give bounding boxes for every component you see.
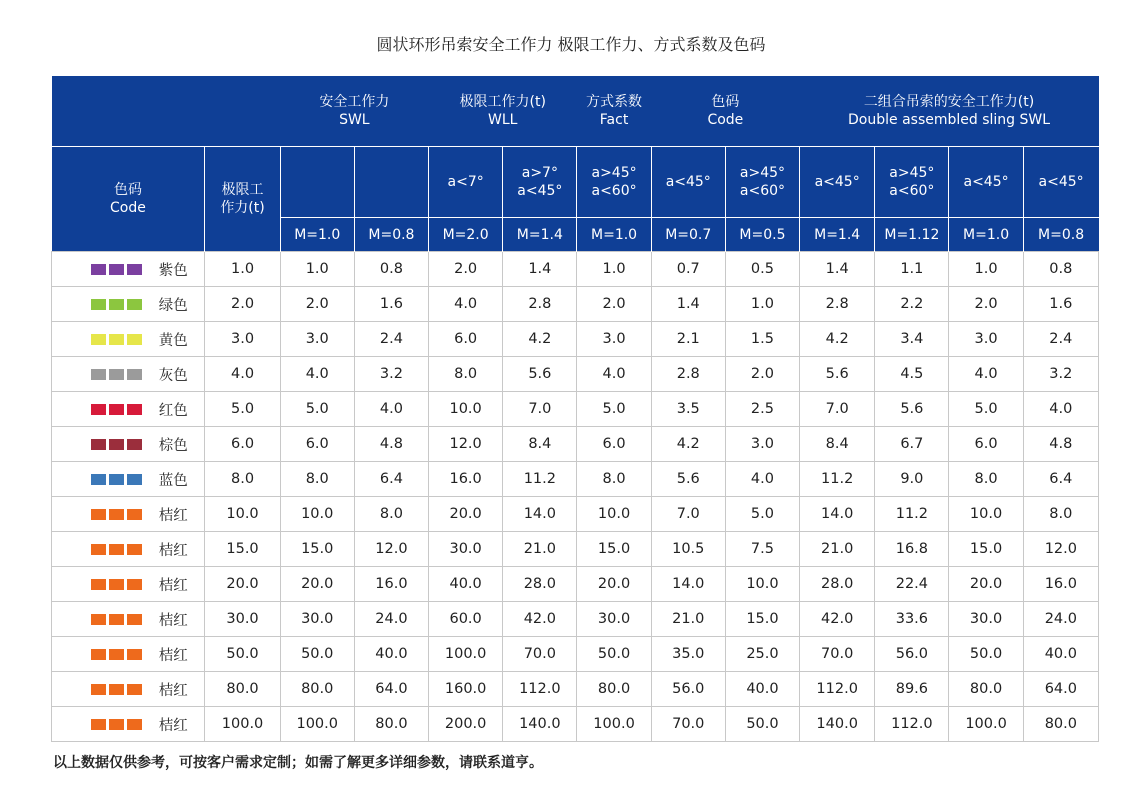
color-swatch-icon xyxy=(91,439,142,450)
value-cell: 0.8 xyxy=(1023,252,1098,287)
table-row xyxy=(52,567,1099,602)
table-row xyxy=(52,252,1099,287)
value-cell: 10.5 xyxy=(651,532,725,567)
value-cell: 89.6 xyxy=(875,672,949,707)
value-cell: 2.0 xyxy=(280,287,354,322)
value-cell: 24.0 xyxy=(354,602,428,637)
angle-cell: a>45° a<60° xyxy=(725,147,799,218)
color-code-cell xyxy=(52,497,205,532)
color-name: 绿色 xyxy=(158,297,188,314)
value-cell: 1.4 xyxy=(800,252,875,287)
value-cell: 70.0 xyxy=(800,637,875,672)
m-value-cell: M=1.12 xyxy=(875,218,949,252)
value-cell: 15.0 xyxy=(577,532,651,567)
value-cell: 7.0 xyxy=(800,392,875,427)
value-cell: 3.2 xyxy=(354,357,428,392)
color-swatch-icon xyxy=(91,474,142,485)
header-blank xyxy=(52,76,281,147)
value-cell: 9.0 xyxy=(875,462,949,497)
value-cell: 4.0 xyxy=(1023,392,1098,427)
color-swatch-icon xyxy=(91,369,142,380)
header-wll-column: 极限工 作力(t) xyxy=(205,147,280,252)
value-cell: 4.2 xyxy=(503,322,577,357)
value-cell: 2.0 xyxy=(205,287,280,322)
color-swatch-icon xyxy=(91,509,142,520)
table-body xyxy=(52,252,1099,742)
value-cell: 80.0 xyxy=(577,672,651,707)
value-cell: 11.2 xyxy=(800,462,875,497)
value-cell: 5.6 xyxy=(800,357,875,392)
value-cell: 35.0 xyxy=(651,637,725,672)
value-cell: 8.0 xyxy=(205,462,280,497)
value-cell: 20.0 xyxy=(949,567,1023,602)
value-cell: 5.0 xyxy=(205,392,280,427)
value-cell: 4.8 xyxy=(354,427,428,462)
value-cell: 6.0 xyxy=(577,427,651,462)
value-cell: 10.0 xyxy=(280,497,354,532)
table-row xyxy=(52,427,1099,462)
table-row xyxy=(52,497,1099,532)
value-cell: 4.0 xyxy=(949,357,1023,392)
value-cell: 8.0 xyxy=(949,462,1023,497)
value-cell: 40.0 xyxy=(429,567,503,602)
value-cell: 3.2 xyxy=(1023,357,1098,392)
footnote: 以上数据仅供参考，可按客户需求定制；如需了解更多详细参数，请联系道亨。 xyxy=(53,755,543,771)
color-code-cell xyxy=(52,392,205,427)
value-cell: 140.0 xyxy=(503,707,577,742)
value-cell: 10.0 xyxy=(725,567,799,602)
value-cell: 24.0 xyxy=(1023,602,1098,637)
color-name: 桔红 xyxy=(158,507,188,524)
table-row xyxy=(52,637,1099,672)
color-name: 红色 xyxy=(158,402,188,419)
value-cell: 6.0 xyxy=(280,427,354,462)
color-code-cell xyxy=(52,532,205,567)
value-cell: 1.5 xyxy=(725,322,799,357)
m-value-cell: M=1.0 xyxy=(949,218,1023,252)
value-cell: 2.4 xyxy=(354,322,428,357)
value-cell: 15.0 xyxy=(725,602,799,637)
value-cell: 30.0 xyxy=(429,532,503,567)
value-cell: 64.0 xyxy=(1023,672,1098,707)
value-cell: 2.8 xyxy=(800,287,875,322)
angle-cell: a<7° xyxy=(429,147,503,218)
spec-table xyxy=(51,76,1099,742)
value-cell: 6.0 xyxy=(949,427,1023,462)
value-cell: 20.0 xyxy=(429,497,503,532)
value-cell: 16.0 xyxy=(354,567,428,602)
m-value-cell: M=0.8 xyxy=(354,218,428,252)
value-cell: 0.8 xyxy=(354,252,428,287)
angle-cell xyxy=(354,147,428,218)
table-row xyxy=(52,602,1099,637)
color-swatch-icon xyxy=(91,264,142,275)
color-name: 桔红 xyxy=(158,612,188,629)
value-cell: 1.4 xyxy=(503,252,577,287)
color-code-cell xyxy=(52,252,205,287)
value-cell: 6.7 xyxy=(875,427,949,462)
angle-cell: a>7° a<45° xyxy=(503,147,577,218)
angle-cell: a<45° xyxy=(800,147,875,218)
value-cell: 100.0 xyxy=(429,637,503,672)
value-cell: 1.6 xyxy=(354,287,428,322)
value-cell: 100.0 xyxy=(205,707,280,742)
value-cell: 5.6 xyxy=(875,392,949,427)
value-cell: 80.0 xyxy=(354,707,428,742)
color-swatch-icon xyxy=(91,579,142,590)
m-value-cell: M=0.5 xyxy=(725,218,799,252)
m-value-cell: M=2.0 xyxy=(429,218,503,252)
header-row-groups xyxy=(52,76,1099,147)
value-cell: 21.0 xyxy=(503,532,577,567)
table-row xyxy=(52,672,1099,707)
color-name: 桔红 xyxy=(158,647,188,664)
value-cell: 28.0 xyxy=(800,567,875,602)
m-value-cell: M=0.7 xyxy=(651,218,725,252)
angle-cell: a>45° a<60° xyxy=(577,147,651,218)
value-cell: 4.8 xyxy=(1023,427,1098,462)
color-swatch-icon xyxy=(91,649,142,660)
value-cell: 100.0 xyxy=(280,707,354,742)
value-cell: 4.0 xyxy=(429,287,503,322)
value-cell: 80.0 xyxy=(280,672,354,707)
header-wll: 极限工作力(t) WLL xyxy=(429,76,577,147)
value-cell: 40.0 xyxy=(354,637,428,672)
angle-cell: a<45° xyxy=(949,147,1023,218)
value-cell: 21.0 xyxy=(651,602,725,637)
value-cell: 80.0 xyxy=(1023,707,1098,742)
m-value-cell: M=1.0 xyxy=(577,218,651,252)
value-cell: 10.0 xyxy=(949,497,1023,532)
color-swatch-icon xyxy=(91,614,142,625)
value-cell: 12.0 xyxy=(429,427,503,462)
value-cell: 4.2 xyxy=(800,322,875,357)
value-cell: 1.6 xyxy=(1023,287,1098,322)
m-value-cell: M=0.8 xyxy=(1023,218,1098,252)
value-cell: 16.0 xyxy=(1023,567,1098,602)
value-cell: 30.0 xyxy=(205,602,280,637)
value-cell: 140.0 xyxy=(800,707,875,742)
value-cell: 4.2 xyxy=(651,427,725,462)
value-cell: 1.0 xyxy=(205,252,280,287)
value-cell: 7.5 xyxy=(725,532,799,567)
value-cell: 2.2 xyxy=(875,287,949,322)
value-cell: 4.0 xyxy=(205,357,280,392)
value-cell: 20.0 xyxy=(577,567,651,602)
value-cell: 1.4 xyxy=(651,287,725,322)
header-swl: 安全工作力 SWL xyxy=(280,76,428,147)
header-fact: 方式系数 Fact xyxy=(577,76,651,147)
color-swatch-icon xyxy=(91,719,142,730)
color-swatch-icon xyxy=(91,544,142,555)
value-cell: 4.0 xyxy=(280,357,354,392)
value-cell: 56.0 xyxy=(651,672,725,707)
value-cell: 100.0 xyxy=(949,707,1023,742)
value-cell: 60.0 xyxy=(429,602,503,637)
value-cell: 1.0 xyxy=(949,252,1023,287)
header-code-group: 色码 Code xyxy=(651,76,799,147)
header-row-angles xyxy=(52,147,1099,218)
value-cell: 30.0 xyxy=(577,602,651,637)
value-cell: 6.0 xyxy=(205,427,280,462)
value-cell: 15.0 xyxy=(949,532,1023,567)
color-name: 蓝色 xyxy=(158,472,188,489)
table-row xyxy=(52,357,1099,392)
value-cell: 42.0 xyxy=(503,602,577,637)
table-row xyxy=(52,322,1099,357)
value-cell: 2.0 xyxy=(429,252,503,287)
value-cell: 21.0 xyxy=(800,532,875,567)
color-name: 桔红 xyxy=(158,542,188,559)
value-cell: 40.0 xyxy=(1023,637,1098,672)
value-cell: 10.0 xyxy=(429,392,503,427)
value-cell: 70.0 xyxy=(651,707,725,742)
color-code-cell xyxy=(52,707,205,742)
value-cell: 16.0 xyxy=(429,462,503,497)
value-cell: 8.4 xyxy=(800,427,875,462)
header-double-sling: 二组合吊索的安全工作力(t) Double assembled sling SWL xyxy=(800,76,1099,147)
value-cell: 30.0 xyxy=(949,602,1023,637)
color-code-cell xyxy=(52,357,205,392)
color-name: 桔红 xyxy=(158,577,188,594)
value-cell: 70.0 xyxy=(503,637,577,672)
value-cell: 2.0 xyxy=(949,287,1023,322)
value-cell: 1.0 xyxy=(280,252,354,287)
value-cell: 0.5 xyxy=(725,252,799,287)
value-cell: 3.0 xyxy=(577,322,651,357)
value-cell: 1.0 xyxy=(577,252,651,287)
table-row xyxy=(52,707,1099,742)
value-cell: 28.0 xyxy=(503,567,577,602)
value-cell: 10.0 xyxy=(205,497,280,532)
value-cell: 2.0 xyxy=(577,287,651,322)
value-cell: 7.0 xyxy=(651,497,725,532)
value-cell: 4.5 xyxy=(875,357,949,392)
color-name: 黄色 xyxy=(158,332,188,349)
color-code-cell xyxy=(52,637,205,672)
value-cell: 15.0 xyxy=(205,532,280,567)
value-cell: 12.0 xyxy=(1023,532,1098,567)
value-cell: 56.0 xyxy=(875,637,949,672)
value-cell: 2.0 xyxy=(725,357,799,392)
value-cell: 3.0 xyxy=(280,322,354,357)
color-swatch-icon xyxy=(91,299,142,310)
angle-cell: a>45° a<60° xyxy=(875,147,949,218)
value-cell: 2.1 xyxy=(651,322,725,357)
value-cell: 50.0 xyxy=(577,637,651,672)
value-cell: 8.0 xyxy=(577,462,651,497)
table-row xyxy=(52,392,1099,427)
value-cell: 5.6 xyxy=(503,357,577,392)
m-value-cell: M=1.4 xyxy=(503,218,577,252)
color-code-cell xyxy=(52,462,205,497)
value-cell: 20.0 xyxy=(205,567,280,602)
value-cell: 4.0 xyxy=(354,392,428,427)
color-name: 桔红 xyxy=(158,682,188,699)
color-swatch-icon xyxy=(91,684,142,695)
color-code-cell xyxy=(52,567,205,602)
value-cell: 11.2 xyxy=(503,462,577,497)
value-cell: 50.0 xyxy=(205,637,280,672)
value-cell: 5.0 xyxy=(725,497,799,532)
page-title: 圆状环形吊索安全工作力 极限工作力、方式系数及色码 xyxy=(376,35,766,54)
value-cell: 8.0 xyxy=(280,462,354,497)
value-cell: 0.7 xyxy=(651,252,725,287)
value-cell: 6.0 xyxy=(429,322,503,357)
value-cell: 15.0 xyxy=(280,532,354,567)
color-swatch-icon xyxy=(91,404,142,415)
value-cell: 4.0 xyxy=(577,357,651,392)
value-cell: 100.0 xyxy=(577,707,651,742)
value-cell: 22.4 xyxy=(875,567,949,602)
value-cell: 160.0 xyxy=(429,672,503,707)
value-cell: 1.0 xyxy=(725,287,799,322)
value-cell: 3.0 xyxy=(205,322,280,357)
table-row xyxy=(52,287,1099,322)
value-cell: 14.0 xyxy=(651,567,725,602)
value-cell: 11.2 xyxy=(875,497,949,532)
value-cell: 3.4 xyxy=(875,322,949,357)
value-cell: 5.0 xyxy=(577,392,651,427)
color-name: 紫色 xyxy=(158,262,188,279)
angle-cell: a<45° xyxy=(651,147,725,218)
angle-cell xyxy=(280,147,354,218)
value-cell: 12.0 xyxy=(354,532,428,567)
color-code-cell xyxy=(52,427,205,462)
value-cell: 2.4 xyxy=(1023,322,1098,357)
m-value-cell: M=1.0 xyxy=(280,218,354,252)
value-cell: 4.0 xyxy=(725,462,799,497)
value-cell: 50.0 xyxy=(725,707,799,742)
value-cell: 14.0 xyxy=(503,497,577,532)
table-row xyxy=(52,532,1099,567)
color-code-cell xyxy=(52,672,205,707)
value-cell: 2.8 xyxy=(651,357,725,392)
table-row xyxy=(52,462,1099,497)
value-cell: 42.0 xyxy=(800,602,875,637)
value-cell: 8.0 xyxy=(1023,497,1098,532)
value-cell: 5.6 xyxy=(651,462,725,497)
color-name: 棕色 xyxy=(158,437,188,454)
value-cell: 200.0 xyxy=(429,707,503,742)
value-cell: 50.0 xyxy=(949,637,1023,672)
value-cell: 8.4 xyxy=(503,427,577,462)
color-name: 灰色 xyxy=(158,367,188,384)
value-cell: 112.0 xyxy=(875,707,949,742)
m-value-cell: M=1.4 xyxy=(800,218,875,252)
value-cell: 5.0 xyxy=(280,392,354,427)
value-cell: 112.0 xyxy=(800,672,875,707)
value-cell: 6.4 xyxy=(1023,462,1098,497)
value-cell: 112.0 xyxy=(503,672,577,707)
color-code-cell xyxy=(52,602,205,637)
color-code-cell xyxy=(52,322,205,357)
value-cell: 3.5 xyxy=(651,392,725,427)
value-cell: 80.0 xyxy=(205,672,280,707)
header-color-code: 色码 Code xyxy=(52,147,205,252)
value-cell: 3.0 xyxy=(949,322,1023,357)
value-cell: 20.0 xyxy=(280,567,354,602)
color-name: 桔红 xyxy=(158,717,188,734)
value-cell: 30.0 xyxy=(280,602,354,637)
value-cell: 33.6 xyxy=(875,602,949,637)
angle-cell: a<45° xyxy=(1023,147,1098,218)
value-cell: 3.0 xyxy=(725,427,799,462)
value-cell: 7.0 xyxy=(503,392,577,427)
value-cell: 2.8 xyxy=(503,287,577,322)
color-swatch-icon xyxy=(91,334,142,345)
value-cell: 40.0 xyxy=(725,672,799,707)
value-cell: 14.0 xyxy=(800,497,875,532)
value-cell: 1.1 xyxy=(875,252,949,287)
value-cell: 8.0 xyxy=(354,497,428,532)
value-cell: 64.0 xyxy=(354,672,428,707)
value-cell: 25.0 xyxy=(725,637,799,672)
value-cell: 8.0 xyxy=(429,357,503,392)
value-cell: 10.0 xyxy=(577,497,651,532)
value-cell: 50.0 xyxy=(280,637,354,672)
value-cell: 6.4 xyxy=(354,462,428,497)
value-cell: 80.0 xyxy=(949,672,1023,707)
value-cell: 16.8 xyxy=(875,532,949,567)
value-cell: 5.0 xyxy=(949,392,1023,427)
color-code-cell xyxy=(52,287,205,322)
value-cell: 2.5 xyxy=(725,392,799,427)
